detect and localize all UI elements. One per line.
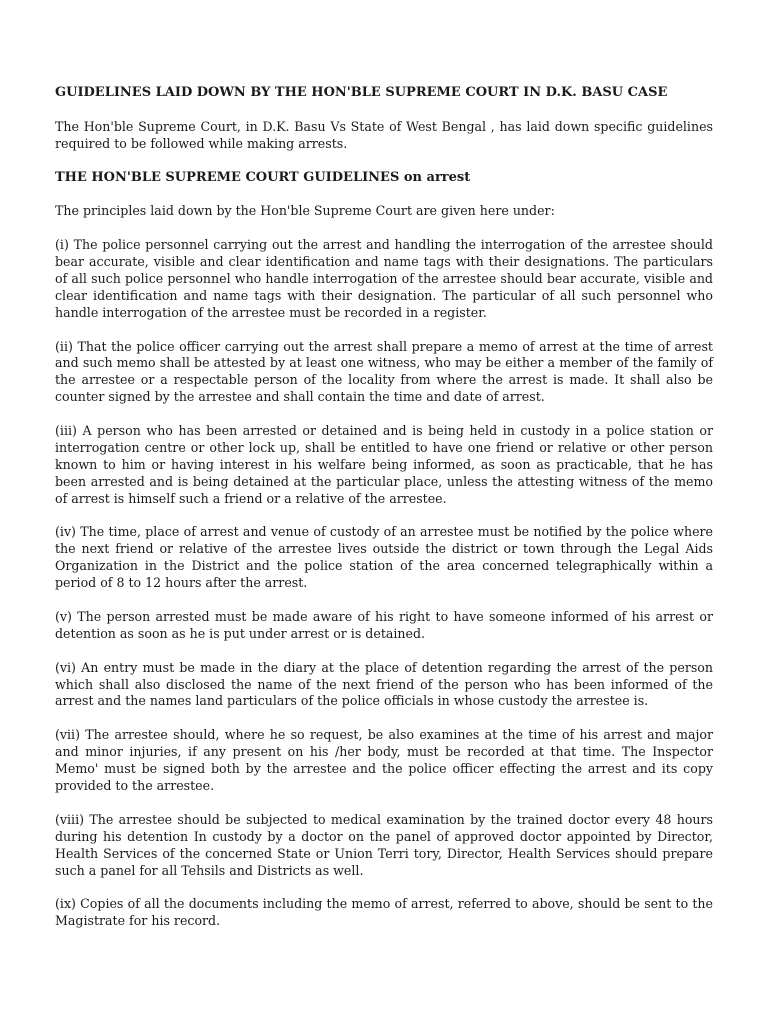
guideline-ix: (ix) Copies of all the documents including the memo of arrest, referred to above, should be sent to the Magistrate for his record. xyxy=(55,896,713,929)
guideline-vii: (vii) The arrestee should, where he so request, be also examines at the time of his arrest and major and minor injuries, if any present on his /her body, must be recorded at that time. The Inspector Memo' must be signed both by the arrestee and the police officer effecting the arrest and its copy provided to the arrestee. xyxy=(55,727,713,793)
document-title: GUIDELINES LAID DOWN BY THE HON'BLE SUPREME COURT IN D.K. BASU CASE xyxy=(55,85,668,100)
guideline-i: (i) The police personnel carrying out the arrest and handling the interrogation of the arrestee should bear accurate, visible and clear identification and name tags with their designations. The particulars of all such police personnel who handle interrogation of the arrestee should bear accurate, visible and clear identification and name tags with their designation. The particular of all such personnel who handle interrogation of the arrestee must be recorded in a register. xyxy=(55,237,713,320)
guideline-viii: (viii) The arrestee should be subjected to medical examination by the trained doctor every 48 hours during his detention In custody by a doctor on the panel of approved doctor appointed by Director, Health Services of the concerned State or Union Terri tory, Director, Health Services should prepare such a panel for all Tehsils and Districts as well. xyxy=(55,811,713,878)
lead-paragraph: The principles laid down by the Hon'ble Supreme Court are given here under: xyxy=(55,203,555,219)
intro-paragraph: The Hon'ble Supreme Court, in D.K. Basu Vs State of West Bengal , has laid down specific guidelines required to be followed while making arrests. xyxy=(55,118,713,151)
guideline-iv: (iv) The time, place of arrest and venue of custody of an arrestee must be notified by the police where the next friend or relative of the arrestee lives outside the district or town through the Legal Aids Organization in the District and the police station of the area concerned telegraphically within a period of 8 to 12 hours after the arrest. xyxy=(55,524,713,591)
guideline-iii: (iii) A person who has been arrested or detained and is being held in custody in a police station or interrogation centre or other lock up, shall be entitled to have one friend or relative or other person known to him or having interest in his welfare being informed, as soon as practicable, that he has been arrested and is being detained at the particular place, unless the attesting witness of the memo of arrest is himself such a friend or a relative of the arrestee. xyxy=(55,423,713,506)
guideline-vi: (vi) An entry must be made in the diary at the place of detention regarding the arrest of the person which shall also disclosed the name of the next friend of the person who has been informed of the arrest and the names land particulars of the police officials in whose custody the arrestee is. xyxy=(55,659,713,709)
document-page xyxy=(55,85,713,947)
guideline-ii: (ii) That the police officer carrying out the arrest shall prepare a memo of arrest at the time of arrest and such memo shall be attested by at least one witness, who may be either a member of the family of the arrestee or a respectable person of the locality from where the arrest is made. It shall also be counter signed by the arrestee and shall contain the time and date of arrest. xyxy=(55,338,713,405)
guideline-v: (v) The person arrested must be made aware of his right to have someone informed of his arrest or detention as soon as he is put under arrest or is detained. xyxy=(55,608,713,641)
section-heading: THE HON'BLE SUPREME COURT GUIDELINES on arrest xyxy=(55,169,471,185)
